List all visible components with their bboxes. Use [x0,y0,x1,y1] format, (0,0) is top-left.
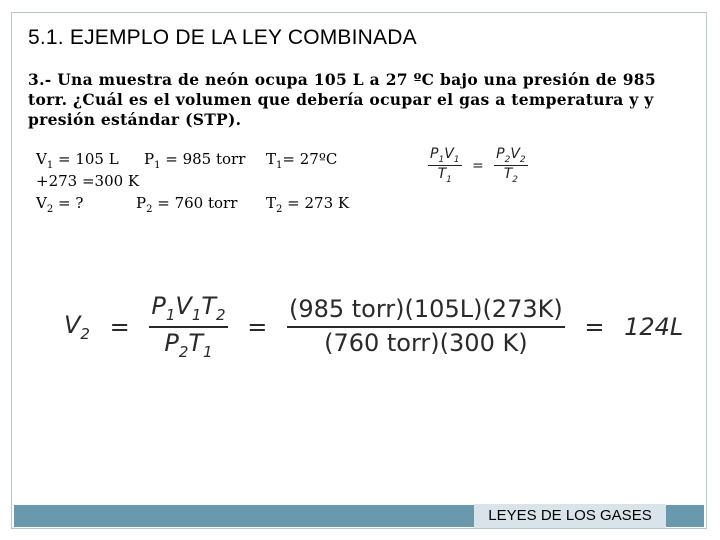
problem-statement: 3.- Una muestra de neón ocupa 105 L a 27 ºC bajo una presión de 985 torr. ¿Cuál es el volumen que debería ocupar el gas a temperatura y y presión estándar (STP). [28,70,656,129]
given-v1: $V_1 = 105$ L [36,150,119,171]
symbolic-fraction: $\frac{P_1V_1T_2}{P_2T_1}$ [151,292,226,361]
v2-symbol: $V_2$ [64,311,90,343]
footer-label: LEYES DE LOS GASES [474,504,666,528]
combined-gas-law-formula: $\frac{P_1V_1}{T_1}$ = $\frac{P_2V_2}{T_2}$ [430,146,526,185]
given-t1-conversion: +273 =300 K [36,172,140,190]
given-v2: $V_2$ = ? [36,194,84,215]
slide-title: 5.1. EJEMPLO DE LA LEY COMBINADA [28,26,417,49]
given-t1: $T_1=$ 27ºC [266,150,338,171]
given-p1: $P_1 = 985$ torr [144,150,246,171]
result-value: 124L [624,313,684,342]
given-t2: $T_2 = 273$ K [266,194,350,215]
numeric-fraction: $\frac{\text{(985 torr)(105L)(273K)}}{\text{(760 torr)(300 K)}}$ [288,295,563,358]
given-p2: $P_2 = 760$ torr [136,194,238,215]
solution-formula: $V_2$ = $\frac{P_1V_1T_2}{P_2T_1}$ = $\frac{\text{(985 torr)(105L)(273K)}}{\text{(760 torr)(300 K)}}$ = 124L [64,292,684,361]
